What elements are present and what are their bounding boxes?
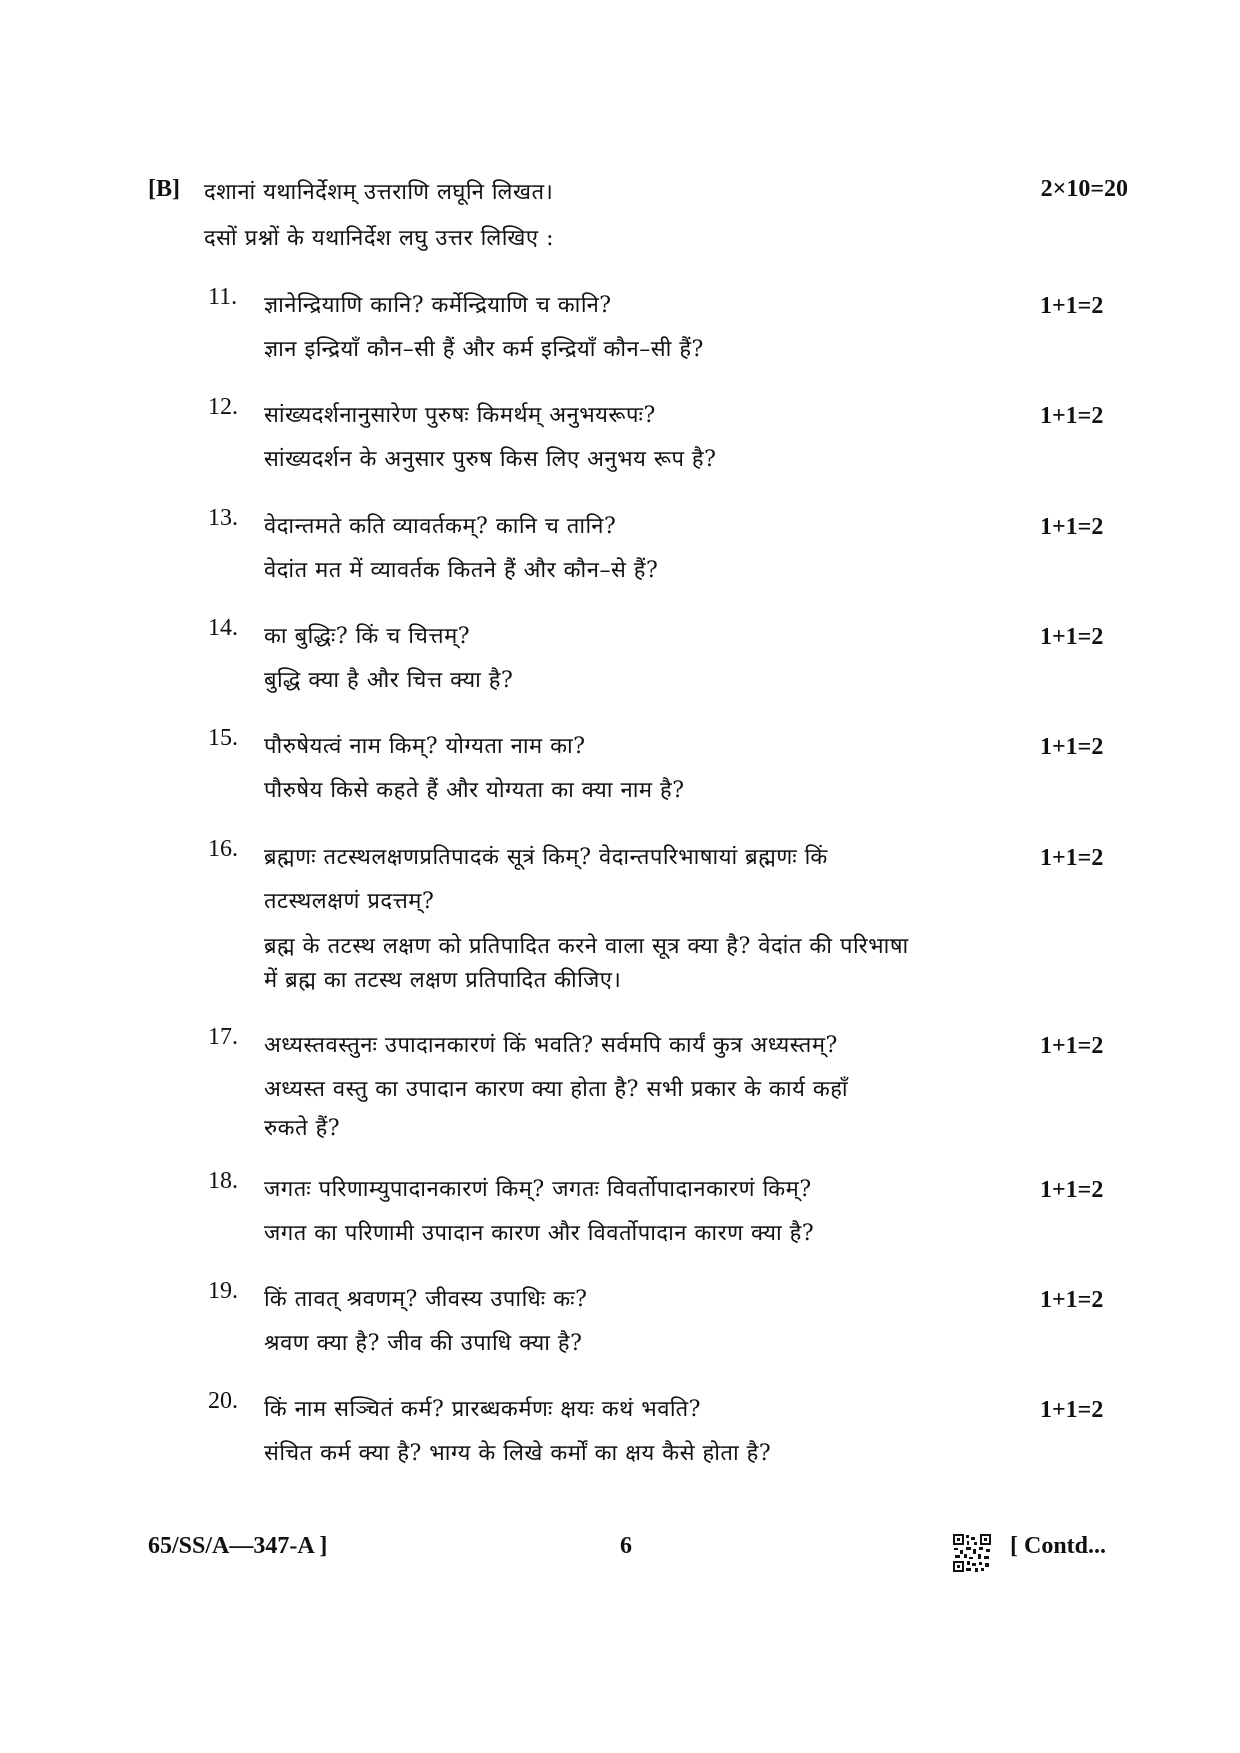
question-line-sanskrit: जगतः परिणाम्युपादानकारणं किम्? जगतः विवर्तोपादानकारणं किम्? xyxy=(264,1177,812,1202)
question-number: 15. xyxy=(208,725,238,751)
question-marks: 1+1=2 xyxy=(1040,293,1104,319)
question-text xyxy=(264,1388,1004,1476)
question-text xyxy=(264,615,1004,703)
question-number: 19. xyxy=(208,1278,238,1304)
question-line-sanskrit: किं तावत् श्रवणम्? जीवस्य उपाधिः कः? xyxy=(264,1287,588,1312)
question-line-sanskrit: किं नाम सञ्चितं कर्म? प्रारब्धकर्मणः क्षयः कथं भवति? xyxy=(264,1397,701,1422)
question-line-sanskrit: सांख्यदर्शनानुसारेण पुरुषः किमर्थम् अनुभयरूपः? xyxy=(264,403,656,428)
question-text xyxy=(264,505,1004,593)
question-marks: 1+1=2 xyxy=(1040,1177,1104,1203)
question-text xyxy=(264,1168,1004,1256)
question-marks: 1+1=2 xyxy=(1040,734,1104,760)
page-number: 6 xyxy=(620,1533,632,1559)
qr-code-icon xyxy=(952,1533,992,1573)
page-footer xyxy=(0,1533,1240,1573)
question-number: 16. xyxy=(208,836,238,862)
question-text xyxy=(264,1024,1004,1146)
question-number: 17. xyxy=(208,1024,238,1050)
question-number: 13. xyxy=(208,505,238,531)
question-line-hindi: जगत का परिणामी उपादान कारण और विवर्तोपादान कारण क्या है? xyxy=(264,1221,815,1246)
question-line-hindi: ब्रह्म के तटस्थ लक्षण को प्रतिपादित करने वाला सूत्र क्या है? वेदांत की परिभाषा xyxy=(264,934,909,959)
question-line-hindi: संचित कर्म क्या है? भाग्य के लिखे कर्मों का क्षय कैसे होता है? xyxy=(264,1441,772,1466)
question-line-sanskrit: ज्ञानेन्द्रियाणि कानि? कर्मेन्द्रियाणि च कानि? xyxy=(264,293,612,318)
question-text xyxy=(264,394,1004,482)
question-line-sanskrit: वेदान्तमते कति व्यावर्तकम्? कानि च तानि? xyxy=(264,514,617,539)
question-marks: 1+1=2 xyxy=(1040,1033,1104,1059)
section-instruction-sanskrit: दशानां यथानिर्देशम् उत्तराणि लघूनि लिखत। xyxy=(204,180,554,205)
question-number: 18. xyxy=(208,1168,238,1194)
continued-label: [ Contd... xyxy=(1010,1533,1107,1559)
question-line-sanskrit: अध्यस्तवस्तुनः उपादानकारणं किं भवति? सर्वमपि कार्यं कुत्र अध्यस्तम्? xyxy=(264,1033,838,1058)
question-line-hindi: अध्यस्त वस्तु का उपादान कारण क्या होता है? सभी प्रकार के कार्य कहाँ xyxy=(264,1077,849,1102)
question-line-sanskrit: पौरुषेयत्वं नाम किम्? योग्यता नाम का? xyxy=(264,734,586,759)
question-marks: 1+1=2 xyxy=(1040,1287,1104,1313)
question-text xyxy=(264,836,1004,998)
question-line-hindi: ज्ञान इन्द्रियाँ कौन–सी हैं और कर्म इन्द्रियाँ कौन–सी हैं? xyxy=(264,337,704,362)
question-line-hindi: बुद्धि क्या है और चित्त क्या है? xyxy=(264,668,514,693)
question-marks: 1+1=2 xyxy=(1040,403,1104,429)
question-marks: 1+1=2 xyxy=(1040,1397,1104,1423)
question-line-hindi: श्रवण क्या है? जीव की उपाधि क्या है? xyxy=(264,1331,583,1356)
question-number: 11. xyxy=(208,284,238,310)
question-line-sanskrit: तटस्थलक्षणं प्रदत्तम्? xyxy=(264,889,435,914)
section-label: [B] xyxy=(148,176,180,202)
question-number: 12. xyxy=(208,394,238,420)
section-instruction-hindi: दसों प्रश्नों के यथानिर्देश लघु उत्तर लिखिए : xyxy=(204,226,554,251)
question-marks: 1+1=2 xyxy=(1040,514,1104,540)
question-line-sanskrit: ब्रह्मणः तटस्थलक्षणप्रतिपादकं सूत्रं किम्? वेदान्तपरिभाषायां ब्रह्मणः किं xyxy=(264,845,828,870)
paper-code: 65/SS/A—347-A ] xyxy=(148,1533,328,1559)
question-marks: 1+1=2 xyxy=(1040,624,1104,650)
question-text xyxy=(264,725,1004,813)
question-line-hindi: वेदांत मत में व्यावर्तक कितने हैं और कौन–से हैं? xyxy=(264,558,659,583)
question-text xyxy=(264,1278,1004,1366)
question-text xyxy=(264,284,1004,372)
section-marks: 2×10=20 xyxy=(1040,176,1128,202)
question-line-hindi: में ब्रह्म का तटस्थ लक्षण प्रतिपादित कीजिए। xyxy=(264,968,622,993)
question-line-sanskrit: का बुद्धिः? किं च चित्तम्? xyxy=(264,624,471,649)
question-marks: 1+1=2 xyxy=(1040,845,1104,871)
question-line-hindi: रुकते हैं? xyxy=(264,1116,341,1141)
question-line-hindi: पौरुषेय किसे कहते हैं और योग्यता का क्या नाम है? xyxy=(264,778,685,803)
question-line-hindi: सांख्यदर्शन के अनुसार पुरुष किस लिए अनुभय रूप है? xyxy=(264,447,717,472)
question-number: 20. xyxy=(208,1388,238,1414)
question-number: 14. xyxy=(208,615,238,641)
